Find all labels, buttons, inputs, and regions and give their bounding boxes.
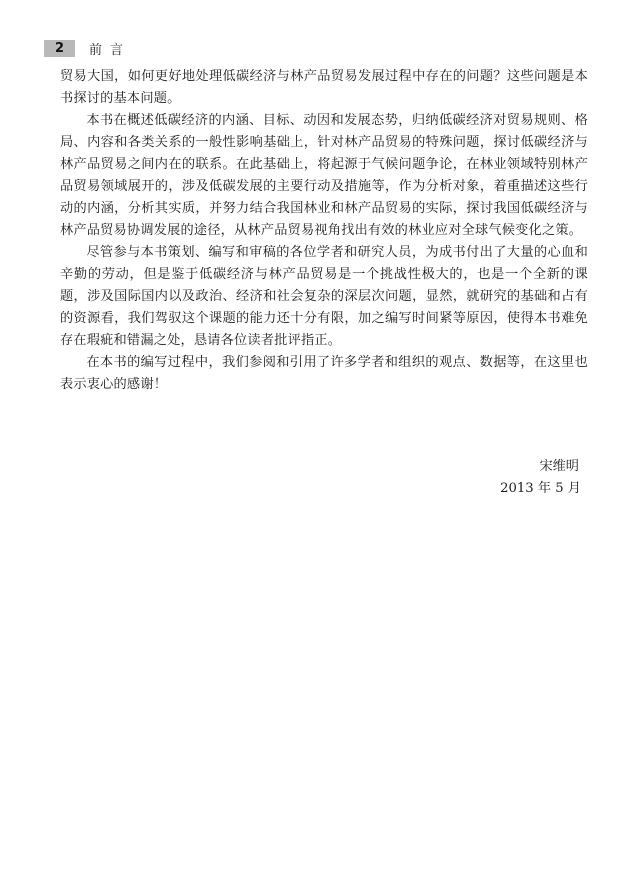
preface-body bbox=[60, 66, 588, 396]
signature-date: 2013 年 5 月 bbox=[500, 481, 581, 496]
page-number-badge: 2 bbox=[44, 40, 75, 57]
section-title: 前言 bbox=[89, 42, 132, 58]
paragraph-continued: 贸易大国，如何更好地处理低碳经济与林产品贸易发展过程中存在的问题？这些问题是本书探讨的基本问题。 bbox=[60, 69, 588, 106]
paragraph: 尽管参与本书策划、编写和审稿的各位学者和研究人员，为成书付出了大量的心血和辛勤的劳动，但是鉴于低碳经济与林产品贸易是一个挑战性极大的，也是一个全新的课题，涉及国际国内以及政治、经济和社会复杂的深层次问题，显然，就研究的基础和占有的资源看，我们驾驭这个课题的能力还十分有限，加之编写时间紧等原因，使得本书难免存在瑕疵和错漏之处，恳请各位读者批评指正。 bbox=[60, 245, 588, 348]
paragraph: 在本书的编写过程中，我们参阅和引用了许多学者和组织的观点、数据等，在这里也表示衷心的感谢！ bbox=[60, 355, 588, 392]
page-header bbox=[44, 38, 131, 58]
signature-block bbox=[500, 456, 581, 500]
author-name: 宋维明 bbox=[539, 459, 579, 474]
paragraph: 本书在概述低碳经济的内涵、目标、动因和发展态势，归纳低碳经济对贸易规则、格局、内容和各类关系的一般性影响基础上，针对林产品贸易的特殊问题，探讨低碳经济与林产品贸易之间内在的联系。在此基础上，将起源于气候问题争论，在林业领域特别林产品贸易领域展开的，涉及低碳发展的主要行动及措施等，作为分析对象，着重描述这些行动的内涵，分析其实质，并努力结合我国林业和林产品贸易的实际，探讨我国低碳经济与林产品贸易协调发展的途径，从林产品贸易视角找出有效的林业应对全球气候变化之策。 bbox=[60, 113, 588, 238]
